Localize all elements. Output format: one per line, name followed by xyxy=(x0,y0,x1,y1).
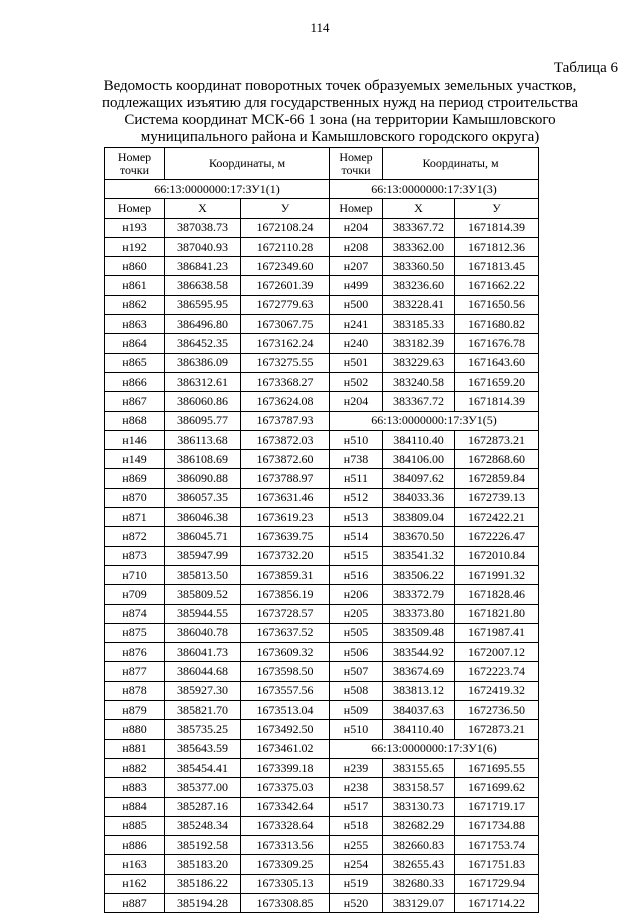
x-coordinate: 383130.73 xyxy=(383,797,455,816)
y-coordinate: 1673313.56 xyxy=(241,836,330,855)
point-number: н887 xyxy=(105,893,165,912)
point-number-header: Номер точки xyxy=(105,148,165,180)
y-coordinate: 1673788.97 xyxy=(241,469,330,488)
table-row xyxy=(105,295,539,314)
point-number: н511 xyxy=(330,469,383,488)
x-coordinate: 385821.70 xyxy=(165,701,241,720)
y-coordinate: 1673461.02 xyxy=(241,739,330,758)
point-number: н738 xyxy=(330,450,383,469)
point-number: н512 xyxy=(330,488,383,507)
x-coordinate: 383129.07 xyxy=(383,893,455,912)
point-number: н509 xyxy=(330,701,383,720)
x-header: X xyxy=(383,199,455,218)
table-heading xyxy=(90,78,590,146)
point-number: н506 xyxy=(330,643,383,662)
point-number: н204 xyxy=(330,218,383,237)
point-number: н865 xyxy=(105,353,165,372)
y-header: У xyxy=(455,199,539,218)
point-number: н510 xyxy=(330,720,383,739)
point-number: н861 xyxy=(105,276,165,295)
point-number: н709 xyxy=(105,585,165,604)
table-row xyxy=(105,488,539,507)
point-number: н515 xyxy=(330,546,383,565)
y-coordinate: 1671729.94 xyxy=(455,874,539,893)
x-coordinate: 386638.58 xyxy=(165,276,241,295)
y-coordinate: 1673305.13 xyxy=(241,874,330,893)
x-coordinate: 383362.00 xyxy=(383,237,455,256)
y-coordinate: 1671753.74 xyxy=(455,836,539,855)
point-number: н510 xyxy=(330,430,383,449)
x-coordinate: 386312.61 xyxy=(165,372,241,391)
y-coordinate: 1673492.50 xyxy=(241,720,330,739)
table-row xyxy=(105,623,539,642)
x-coordinate: 383674.69 xyxy=(383,662,455,681)
table-row xyxy=(105,758,539,777)
heading-line: Система координат МСК-66 1 зона (на территории Камышловского xyxy=(124,112,556,128)
point-number: н876 xyxy=(105,643,165,662)
point-number: н875 xyxy=(105,623,165,642)
y-coordinate: 1673624.08 xyxy=(241,392,330,411)
x-coordinate: 386595.95 xyxy=(165,295,241,314)
y-coordinate: 1671643.60 xyxy=(455,353,539,372)
x-coordinate: 385947.99 xyxy=(165,546,241,565)
x-coordinate: 383155.65 xyxy=(383,758,455,777)
x-coordinate: 385809.52 xyxy=(165,585,241,604)
x-coordinate: 383185.33 xyxy=(383,315,455,334)
x-coordinate: 384106.00 xyxy=(383,450,455,469)
x-coordinate: 384097.62 xyxy=(383,469,455,488)
point-number: н881 xyxy=(105,739,165,758)
y-coordinate: 1673368.27 xyxy=(241,372,330,391)
parcel-id: 66:13:0000000:17:ЗУ1(5) xyxy=(330,411,539,430)
column-header-row xyxy=(105,199,539,218)
point-number: н204 xyxy=(330,392,383,411)
y-coordinate: 1673872.60 xyxy=(241,450,330,469)
x-coordinate: 386108.69 xyxy=(165,450,241,469)
point-number: н513 xyxy=(330,508,383,527)
table-row xyxy=(105,276,539,295)
point-number: н516 xyxy=(330,565,383,584)
parcel-row xyxy=(105,180,539,199)
y-coordinate: 1671821.80 xyxy=(455,604,539,623)
point-number: н514 xyxy=(330,527,383,546)
point-number: н864 xyxy=(105,334,165,353)
table-row xyxy=(105,315,539,334)
x-coordinate: 385944.55 xyxy=(165,604,241,623)
y-coordinate: 1673399.18 xyxy=(241,758,330,777)
table-row xyxy=(105,585,539,604)
y-header: У xyxy=(241,199,330,218)
table-row xyxy=(105,855,539,874)
point-number: н879 xyxy=(105,701,165,720)
x-coordinate: 385248.34 xyxy=(165,816,241,835)
x-coordinate: 383182.39 xyxy=(383,334,455,353)
table-row xyxy=(105,411,539,430)
table-row xyxy=(105,701,539,720)
y-coordinate: 1672223.74 xyxy=(455,662,539,681)
y-coordinate: 1673308.85 xyxy=(241,893,330,912)
x-coordinate: 384033.36 xyxy=(383,488,455,507)
y-coordinate: 1671814.39 xyxy=(455,392,539,411)
point-number: н208 xyxy=(330,237,383,256)
y-coordinate: 1672868.60 xyxy=(455,450,539,469)
point-number: н880 xyxy=(105,720,165,739)
y-coordinate: 1673328.64 xyxy=(241,816,330,835)
point-number: н238 xyxy=(330,778,383,797)
table-row xyxy=(105,237,539,256)
table-row xyxy=(105,778,539,797)
table-row xyxy=(105,527,539,546)
x-coordinate: 385377.00 xyxy=(165,778,241,797)
x-coordinate: 383240.58 xyxy=(383,372,455,391)
point-number: н518 xyxy=(330,816,383,835)
point-number: н883 xyxy=(105,778,165,797)
y-coordinate: 1672110.28 xyxy=(241,237,330,256)
point-number: н508 xyxy=(330,681,383,700)
table-row xyxy=(105,739,539,758)
x-coordinate: 385183.20 xyxy=(165,855,241,874)
x-coordinate: 382680.33 xyxy=(383,874,455,893)
point-number: н255 xyxy=(330,836,383,855)
point-number: н507 xyxy=(330,662,383,681)
y-coordinate: 1672007.12 xyxy=(455,643,539,662)
y-coordinate: 1673732.20 xyxy=(241,546,330,565)
x-coordinate: 385192.58 xyxy=(165,836,241,855)
table-row xyxy=(105,353,539,372)
table-label: Таблица 6 xyxy=(553,60,618,76)
point-number: н241 xyxy=(330,315,383,334)
y-coordinate: 1672108.24 xyxy=(241,218,330,237)
point-number: н192 xyxy=(105,237,165,256)
y-coordinate: 1671734.88 xyxy=(455,816,539,835)
y-coordinate: 1671991.32 xyxy=(455,565,539,584)
point-number: н868 xyxy=(105,411,165,430)
x-coordinate: 386452.35 xyxy=(165,334,241,353)
number-header: Номер xyxy=(330,199,383,218)
point-number: н869 xyxy=(105,469,165,488)
x-coordinate: 385287.16 xyxy=(165,797,241,816)
coordinates-table xyxy=(104,147,539,913)
x-coordinate: 387038.73 xyxy=(165,218,241,237)
x-coordinate: 383809.04 xyxy=(383,508,455,527)
parcel-id: 66:13:0000000:17:ЗУ1(6) xyxy=(330,739,539,758)
table-row xyxy=(105,469,539,488)
x-coordinate: 385813.50 xyxy=(165,565,241,584)
x-coordinate: 384037.63 xyxy=(383,701,455,720)
y-coordinate: 1673513.04 xyxy=(241,701,330,720)
table-row xyxy=(105,816,539,835)
y-coordinate: 1672226.47 xyxy=(455,527,539,546)
y-coordinate: 1671719.17 xyxy=(455,797,539,816)
point-number: н501 xyxy=(330,353,383,372)
x-coordinate: 382660.83 xyxy=(383,836,455,855)
table-row xyxy=(105,392,539,411)
x-header: X xyxy=(165,199,241,218)
point-number: н517 xyxy=(330,797,383,816)
table-row xyxy=(105,334,539,353)
y-coordinate: 1671680.82 xyxy=(455,315,539,334)
coordinates-header: Координаты, м xyxy=(383,148,539,180)
point-number: н205 xyxy=(330,604,383,623)
table-row xyxy=(105,508,539,527)
coordinates-header: Координаты, м xyxy=(165,148,330,180)
point-number: н878 xyxy=(105,681,165,700)
table-row xyxy=(105,874,539,893)
x-coordinate: 383229.63 xyxy=(383,353,455,372)
y-coordinate: 1673275.55 xyxy=(241,353,330,372)
table-row xyxy=(105,218,539,237)
y-coordinate: 1671987.41 xyxy=(455,623,539,642)
y-coordinate: 1673598.50 xyxy=(241,662,330,681)
point-number-header: Номер точки xyxy=(330,148,383,180)
y-coordinate: 1672779.63 xyxy=(241,295,330,314)
y-coordinate: 1673631.46 xyxy=(241,488,330,507)
point-number: н505 xyxy=(330,623,383,642)
y-coordinate: 1671814.39 xyxy=(455,218,539,237)
y-coordinate: 1673859.31 xyxy=(241,565,330,584)
point-number: н500 xyxy=(330,295,383,314)
x-coordinate: 382655.43 xyxy=(383,855,455,874)
point-number: н239 xyxy=(330,758,383,777)
table-row xyxy=(105,604,539,623)
point-number: н207 xyxy=(330,257,383,276)
x-coordinate: 386040.78 xyxy=(165,623,241,642)
table-row xyxy=(105,681,539,700)
table-row xyxy=(105,565,539,584)
point-number: н206 xyxy=(330,585,383,604)
y-coordinate: 1671813.45 xyxy=(455,257,539,276)
y-coordinate: 1673609.32 xyxy=(241,643,330,662)
x-coordinate: 386386.09 xyxy=(165,353,241,372)
y-coordinate: 1673728.57 xyxy=(241,604,330,623)
point-number: н520 xyxy=(330,893,383,912)
x-coordinate: 386496.80 xyxy=(165,315,241,334)
x-coordinate: 387040.93 xyxy=(165,237,241,256)
x-coordinate: 386060.86 xyxy=(165,392,241,411)
y-coordinate: 1672873.21 xyxy=(455,720,539,739)
point-number: н863 xyxy=(105,315,165,334)
point-number: н163 xyxy=(105,855,165,874)
point-number: н502 xyxy=(330,372,383,391)
point-number: н872 xyxy=(105,527,165,546)
table-row xyxy=(105,643,539,662)
heading-line: Ведомость координат поворотных точек образуемых земельных участков, xyxy=(103,78,577,94)
y-coordinate: 1671650.56 xyxy=(455,295,539,314)
x-coordinate: 383544.92 xyxy=(383,643,455,662)
point-number: н886 xyxy=(105,836,165,855)
x-coordinate: 383236.60 xyxy=(383,276,455,295)
x-coordinate: 386095.77 xyxy=(165,411,241,430)
x-coordinate: 383158.57 xyxy=(383,778,455,797)
y-coordinate: 1673637.52 xyxy=(241,623,330,642)
y-coordinate: 1671812.36 xyxy=(455,237,539,256)
y-coordinate: 1673619.23 xyxy=(241,508,330,527)
x-coordinate: 382682.29 xyxy=(383,816,455,835)
x-coordinate: 385186.22 xyxy=(165,874,241,893)
x-coordinate: 386841.23 xyxy=(165,257,241,276)
table-row xyxy=(105,546,539,565)
y-coordinate: 1671659.20 xyxy=(455,372,539,391)
y-coordinate: 1673309.25 xyxy=(241,855,330,874)
point-number: н254 xyxy=(330,855,383,874)
x-coordinate: 383541.32 xyxy=(383,546,455,565)
y-coordinate: 1671699.62 xyxy=(455,778,539,797)
point-number: н499 xyxy=(330,276,383,295)
x-coordinate: 386045.71 xyxy=(165,527,241,546)
x-coordinate: 386041.73 xyxy=(165,643,241,662)
point-number: н877 xyxy=(105,662,165,681)
point-number: н193 xyxy=(105,218,165,237)
heading-line: муниципального района и Камышловского городского округа) xyxy=(140,129,540,145)
point-number: н860 xyxy=(105,257,165,276)
table-row xyxy=(105,662,539,681)
x-coordinate: 386090.88 xyxy=(165,469,241,488)
y-coordinate: 1672739.13 xyxy=(455,488,539,507)
point-number: н874 xyxy=(105,604,165,623)
x-coordinate: 383372.79 xyxy=(383,585,455,604)
table-row xyxy=(105,430,539,449)
y-coordinate: 1672601.39 xyxy=(241,276,330,295)
point-number: н866 xyxy=(105,372,165,391)
point-number: н873 xyxy=(105,546,165,565)
table-row xyxy=(105,450,539,469)
point-number: н885 xyxy=(105,816,165,835)
table-row xyxy=(105,372,539,391)
y-coordinate: 1671751.83 xyxy=(455,855,539,874)
y-coordinate: 1671695.55 xyxy=(455,758,539,777)
point-number: н882 xyxy=(105,758,165,777)
point-number: н240 xyxy=(330,334,383,353)
y-coordinate: 1673557.56 xyxy=(241,681,330,700)
parcel-id: 66:13:0000000:17:ЗУ1(1) xyxy=(105,180,330,199)
x-coordinate: 385194.28 xyxy=(165,893,241,912)
y-coordinate: 1672010.84 xyxy=(455,546,539,565)
point-number: н146 xyxy=(105,430,165,449)
x-coordinate: 383509.48 xyxy=(383,623,455,642)
y-coordinate: 1673342.64 xyxy=(241,797,330,816)
table-row xyxy=(105,257,539,276)
point-number: н149 xyxy=(105,450,165,469)
table-row xyxy=(105,797,539,816)
x-coordinate: 384110.40 xyxy=(383,430,455,449)
x-coordinate: 383813.12 xyxy=(383,681,455,700)
point-number: н884 xyxy=(105,797,165,816)
x-coordinate: 383506.22 xyxy=(383,565,455,584)
y-coordinate: 1673872.03 xyxy=(241,430,330,449)
y-coordinate: 1672873.21 xyxy=(455,430,539,449)
y-coordinate: 1673856.19 xyxy=(241,585,330,604)
point-number: н710 xyxy=(105,565,165,584)
table-header-row xyxy=(105,148,539,180)
x-coordinate: 385735.25 xyxy=(165,720,241,739)
point-number: н871 xyxy=(105,508,165,527)
y-coordinate: 1673639.75 xyxy=(241,527,330,546)
x-coordinate: 385643.59 xyxy=(165,739,241,758)
table-row xyxy=(105,720,539,739)
point-number: н519 xyxy=(330,874,383,893)
x-coordinate: 385454.41 xyxy=(165,758,241,777)
parcel-id: 66:13:0000000:17:ЗУ1(3) xyxy=(330,180,539,199)
point-number: н870 xyxy=(105,488,165,507)
y-coordinate: 1671714.22 xyxy=(455,893,539,912)
x-coordinate: 386057.35 xyxy=(165,488,241,507)
x-coordinate: 386046.38 xyxy=(165,508,241,527)
y-coordinate: 1673787.93 xyxy=(241,411,330,430)
x-coordinate: 383360.50 xyxy=(383,257,455,276)
page-number: 114 xyxy=(310,20,330,35)
y-coordinate: 1672736.50 xyxy=(455,701,539,720)
y-coordinate: 1673067.75 xyxy=(241,315,330,334)
number-header: Номер xyxy=(105,199,165,218)
x-coordinate: 383373.80 xyxy=(383,604,455,623)
x-coordinate: 385927.30 xyxy=(165,681,241,700)
y-coordinate: 1672419.32 xyxy=(455,681,539,700)
y-coordinate: 1671662.22 xyxy=(455,276,539,295)
heading-line: подлежащих изъятию для государственных нужд на период строительства xyxy=(102,95,578,111)
y-coordinate: 1672422.21 xyxy=(455,508,539,527)
table-row xyxy=(105,836,539,855)
point-number: н867 xyxy=(105,392,165,411)
x-coordinate: 386044.68 xyxy=(165,662,241,681)
x-coordinate: 386113.68 xyxy=(165,430,241,449)
point-number: н862 xyxy=(105,295,165,314)
x-coordinate: 383367.72 xyxy=(383,392,455,411)
x-coordinate: 384110.40 xyxy=(383,720,455,739)
y-coordinate: 1672349.60 xyxy=(241,257,330,276)
y-coordinate: 1673375.03 xyxy=(241,778,330,797)
y-coordinate: 1673162.24 xyxy=(241,334,330,353)
point-number: н162 xyxy=(105,874,165,893)
x-coordinate: 383367.72 xyxy=(383,218,455,237)
x-coordinate: 383670.50 xyxy=(383,527,455,546)
y-coordinate: 1672859.84 xyxy=(455,469,539,488)
table-row xyxy=(105,893,539,912)
y-coordinate: 1671676.78 xyxy=(455,334,539,353)
x-coordinate: 383228.41 xyxy=(383,295,455,314)
y-coordinate: 1671828.46 xyxy=(455,585,539,604)
